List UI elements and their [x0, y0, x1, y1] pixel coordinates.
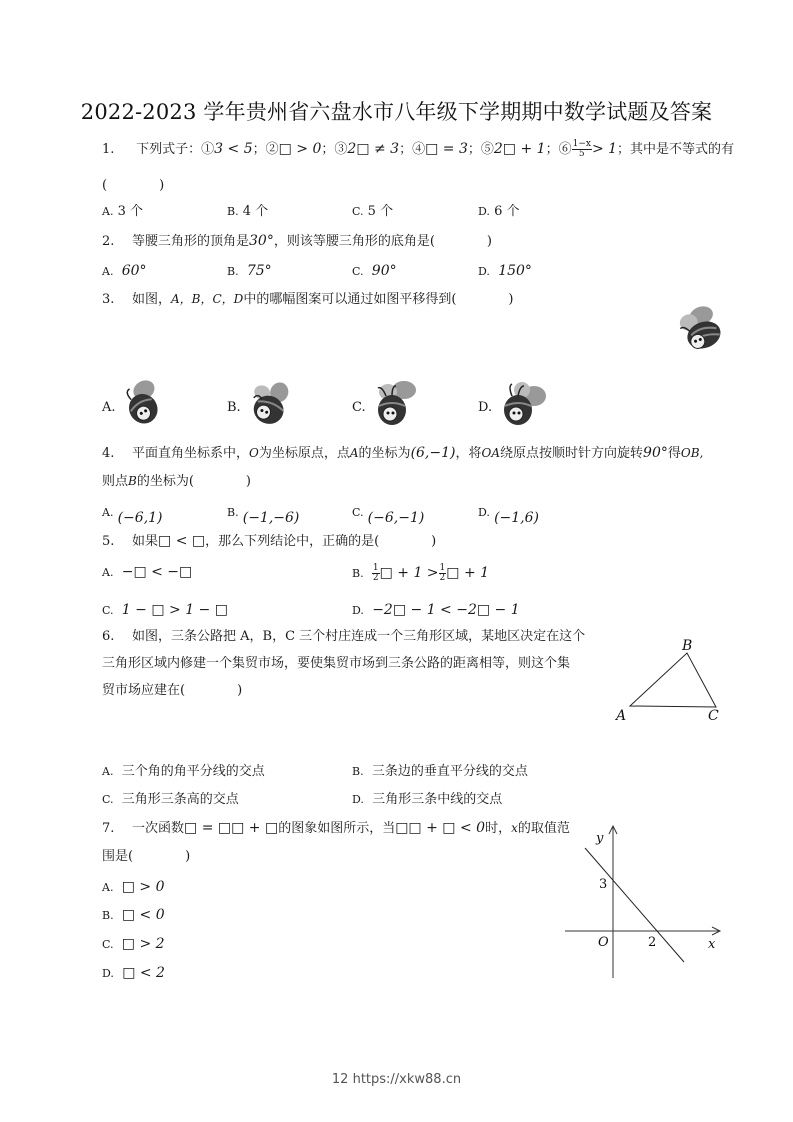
option-a: A. 60°	[102, 263, 147, 279]
question-number: 1.	[102, 142, 115, 157]
question-6-stem-line2: 三角形区域内修建一个集贸市场，要使集贸市场到三条公路的距离相等，则这个集	[102, 656, 571, 671]
option-b-label: B.	[227, 400, 241, 415]
option-a: A. (−6,1)	[102, 506, 163, 526]
option-d: D. □ < 2	[102, 965, 165, 981]
svg-text:3: 3	[599, 877, 608, 892]
option-d-label: D.	[478, 400, 493, 415]
option-a: A. 三个角的角平分线的交点	[102, 764, 265, 779]
question-5-stem: 5. 如果□ < □，那么下列结论中，正确的是( )	[102, 533, 437, 549]
option-d: D. 150°	[478, 263, 532, 279]
linear-function-graph	[560, 820, 730, 985]
vertex-label-a: A	[616, 708, 627, 724]
option-c: C. 1 − □ > 1 − □	[102, 602, 228, 618]
question-4-stem: 4. 平面直角坐标系中，O为坐标原点，点A的坐标为(6,−1)，将OA绕原点按顺时针方向旋转90°得OB,	[102, 445, 704, 461]
option-b: B. 4 个	[227, 204, 269, 219]
question-4-stem-line2: 则点B的坐标为( )	[102, 474, 251, 489]
option-b: B. 75°	[227, 263, 272, 279]
question-7-stem-line2: 围是( )	[102, 849, 191, 864]
svg-text:O: O	[598, 935, 609, 950]
page-footer: 12 https://xkw88.cn	[331, 1072, 462, 1087]
bee-option-d-image	[494, 378, 550, 430]
fraction: $\frac{1-x}{5}$	[572, 139, 591, 159]
question-1-stem: 1. 下列式子：①3 < 5；②□ > 0；③2□ ≠ 3；④□ = 3；⑤2□ + 1；⑥ $\frac{1-x}{5}$ > 1；其中是不等式的有	[102, 139, 735, 159]
bee-option-c-image	[368, 378, 420, 430]
question-2-stem: 2. 等腰三角形的顶角是30°，则该等腰三角形的底角是( )	[102, 233, 492, 249]
question-6-stem-line3: 贸市场应建在( )	[102, 683, 243, 698]
option-c: C. 三角形三条高的交点	[102, 792, 239, 807]
bee-figure-reference	[672, 304, 728, 354]
option-b: B. 三条边的垂直平分线的交点	[352, 764, 528, 779]
bee-option-a-image	[118, 378, 170, 430]
option-b: B. $\frac{1}{2}$ □ + 1 > $\frac{1}{2}$ □ + 1	[352, 563, 490, 583]
option-b: B. (−1,−6)	[227, 506, 300, 526]
option-c: C. 5 个	[352, 204, 394, 219]
answer-blank: ( )	[102, 178, 165, 193]
option-a: A. 3 个	[102, 204, 143, 219]
page-title: 2022-2023 学年贵州省六盘水市八年级下学期期中数学试题及答案	[80, 100, 713, 124]
svg-text:2: 2	[648, 935, 657, 950]
option-d: D. 三角形三条中线的交点	[352, 792, 503, 807]
svg-text:y: y	[596, 831, 604, 846]
svg-text:x: x	[708, 937, 716, 952]
triangle-figure	[612, 634, 742, 726]
option-c-label: C.	[352, 400, 366, 415]
bee-option-b-image	[244, 378, 296, 430]
question-7-stem: 7. 一次函数□ = □□ + □的图象如图所示，当□□ + □ < 0时，x的取值范	[102, 820, 570, 836]
option-a: A. −□ < −□	[102, 564, 193, 580]
question-3-stem: 3. 如图，A，B，C，D中的哪幅图案可以通过如图平移得到( )	[102, 292, 514, 307]
option-a: A. □ > 0	[102, 879, 165, 895]
option-d: D. 6 个	[478, 204, 520, 219]
option-c: C. □ > 2	[102, 936, 165, 952]
question-6-stem-line1: 6. 如图，三条公路把 A，B，C 三个村庄连成一个三角形区域，某地区决定在这个	[102, 629, 586, 644]
option-d: D. −2□ − 1 < −2□ − 1	[352, 602, 520, 618]
vertex-label-c: C	[708, 708, 719, 724]
vertex-label-b: B	[682, 638, 693, 654]
option-b: B. □ < 0	[102, 907, 165, 923]
option-c: C. (−6,−1)	[352, 506, 425, 526]
option-c: C. 90°	[352, 263, 397, 279]
option-a-label: A.	[102, 400, 116, 415]
option-d: D. (−1,6)	[478, 506, 539, 526]
